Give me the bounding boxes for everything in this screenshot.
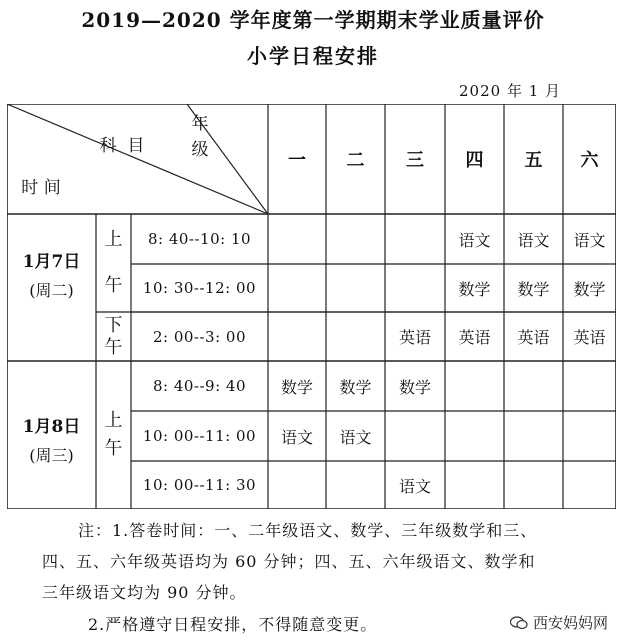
subject-cell: 数学: [458, 279, 491, 299]
subject-cell: [504, 361, 563, 411]
time-slot-1: 8: 40--10: 10: [147, 230, 252, 248]
subject-cell: 语文: [398, 476, 431, 496]
subject-cell: 英语: [573, 328, 606, 347]
day1-weekday: (周二): [29, 280, 74, 300]
chat-bubbles-icon: [510, 616, 528, 630]
grade-header-4: 四: [465, 150, 484, 171]
subject-cell: 英语: [517, 328, 550, 347]
grade-header-1: 一: [288, 150, 306, 171]
header-subject-label: 科 目: [99, 135, 145, 156]
subject-cell: [563, 461, 616, 509]
subject-cell: [504, 411, 563, 461]
subject-cell: 语文: [458, 230, 491, 250]
subject-cell: [445, 461, 504, 509]
time-slot-2: 10: 30--12: 00: [142, 279, 257, 297]
subject-cell: 语文: [573, 230, 606, 250]
subject-cell: [563, 361, 616, 411]
time-slot-6: 10: 00--11: 30: [142, 476, 257, 494]
subject-cell: [385, 264, 445, 312]
subject-cell: [445, 411, 504, 461]
note-line-4: 2.严格遵守日程安排，不得随意变更。: [88, 615, 378, 634]
time-slot-3: 2: 00--3: 00: [152, 327, 247, 346]
subject-cell: 语文: [339, 427, 372, 447]
subject-cell: [268, 214, 326, 264]
subject-cell: [563, 411, 616, 461]
note-line-2: 四、五、六年级英语均为 60 分钟；四、五、六年级语文、数学和: [42, 552, 536, 571]
subject-cell: 英语: [398, 328, 431, 347]
note-line-3: 三年级语文均为 90 分钟。: [42, 583, 247, 602]
subject-cell: [445, 361, 504, 411]
subject-cell: 数学: [517, 279, 550, 299]
grade-header-5: 五: [524, 150, 543, 171]
subject-cell: [326, 461, 385, 509]
subject-cell: 数学: [398, 377, 431, 397]
page-title: 2019—2020 学年度第一学期期末学业质量评价: [81, 8, 545, 32]
document-date: 2020 年 1 月: [459, 82, 562, 100]
time-slot-4: 8: 40--9: 40: [152, 377, 247, 395]
grade-header-6: 六: [580, 150, 599, 171]
day2-weekday: (周三): [29, 445, 74, 465]
subject-cell: [385, 411, 445, 461]
subject-cell: [385, 214, 445, 264]
subject-cell: [326, 264, 385, 312]
day1-date: 1月7日: [22, 251, 81, 272]
subject-cell: [326, 312, 385, 361]
period-afternoon-day1: 下 午: [104, 314, 123, 358]
subject-cell: 数学: [339, 377, 372, 397]
subject-cell: 数学: [573, 279, 606, 299]
subject-cell: [326, 214, 385, 264]
time-slot-5: 10: 00--11: 00: [142, 427, 257, 445]
watermark-text: 西安妈妈网: [532, 614, 608, 632]
header-grade-label: 年 级: [191, 114, 215, 160]
period-morning-day1: 上 午: [104, 229, 123, 296]
period-morning-day2: 上 午: [104, 410, 123, 459]
subject-cell: 语文: [517, 230, 550, 250]
subject-cell: [268, 461, 326, 509]
subject-cell: [504, 461, 563, 509]
subject-cell: [268, 312, 326, 361]
watermark: [510, 612, 608, 633]
note-line-1: 注：1.答卷时间：一、二年级语文、数学、三年级数学和三、: [78, 521, 538, 540]
page-subtitle: 小学日程安排: [247, 44, 379, 68]
day2-date: 1月8日: [22, 416, 81, 437]
subject-cell: [268, 264, 326, 312]
grade-header-3: 三: [406, 150, 424, 171]
schedule-table: [7, 104, 616, 509]
subject-cell: 英语: [458, 328, 491, 347]
subject-cell: 数学: [280, 377, 313, 397]
header-time-label: 时 间: [21, 177, 61, 198]
grade-header-2: 二: [346, 150, 365, 171]
subject-cell: 语文: [280, 427, 313, 447]
